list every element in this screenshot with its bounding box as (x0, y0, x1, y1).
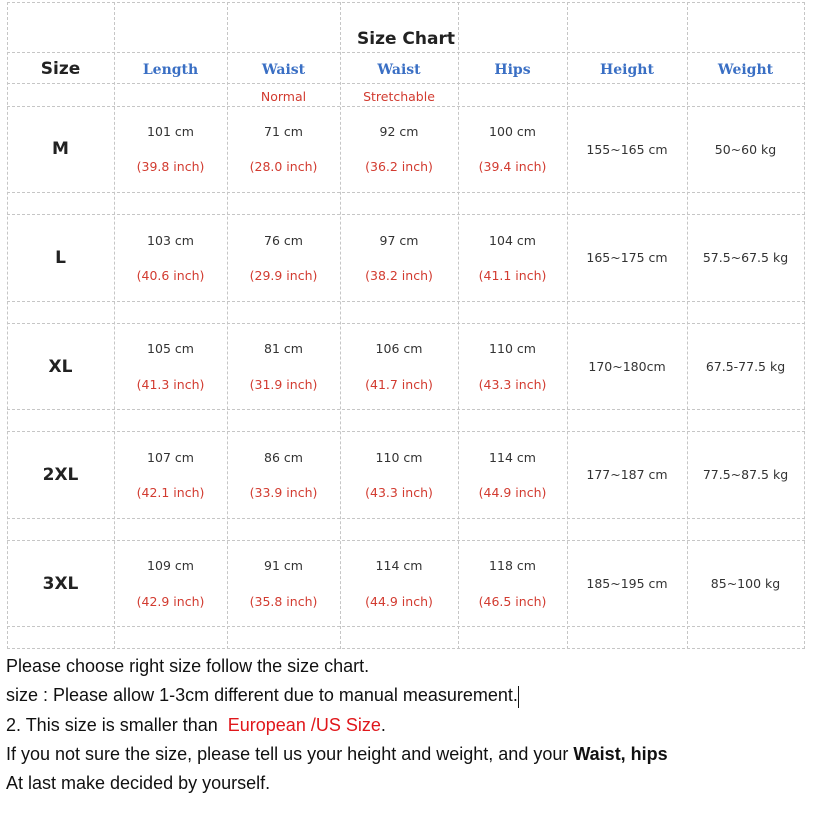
size-column-header: Size (40, 59, 81, 79)
length-inch-value: (39.8 inch) (136, 159, 205, 174)
waist-stretch-cm-value: 97 cm (379, 233, 419, 248)
length-inch-value: (42.1 inch) (136, 485, 205, 500)
note-line-1: Please choose right size follow the size chart. (6, 656, 370, 676)
hips-cm-value: 104 cm (489, 233, 536, 248)
weight-column-header: Weight (717, 62, 774, 78)
grid-line (7, 192, 805, 193)
hips-cm-value: 110 cm (489, 341, 536, 356)
grid-line (7, 214, 805, 215)
size-notes (6, 652, 811, 798)
hips-inch-value: (43.3 inch) (478, 377, 547, 392)
grid-line (7, 83, 805, 84)
length-cm-value: 109 cm (147, 558, 194, 573)
weight-value: 67.5-77.5 kg (705, 359, 786, 374)
note-line-5: At last make decided by yourself. (6, 773, 271, 794)
waist-stretch-subheader: Stretchable (363, 89, 435, 104)
waist-stretch-inch-value: (43.3 inch) (365, 485, 433, 500)
weight-value: 57.5~67.5 kg (702, 250, 789, 265)
hips-inch-value: (46.5 inch) (478, 594, 547, 609)
grid-line (7, 518, 805, 519)
length-cm-value: 105 cm (147, 341, 194, 356)
size-chart-table (7, 2, 805, 649)
waist-normal-cm-value: 86 cm (264, 450, 303, 465)
grid-line (804, 2, 805, 649)
length-column-header: Length (142, 62, 199, 78)
note-line-3-period: . (380, 714, 386, 735)
weight-value: 50~60 kg (714, 142, 777, 157)
waist-normal-cm-value: 91 cm (264, 558, 303, 573)
grid-line (7, 106, 805, 107)
waist-hips-bold: Waist, hips (573, 743, 668, 764)
waist-stretch-cm-value: 106 cm (375, 341, 423, 356)
waist-stretch-inch-value: (38.2 inch) (365, 268, 433, 283)
waist-normal-inch-value: (28.0 inch) (249, 159, 318, 174)
hips-cm-value: 100 cm (489, 124, 536, 139)
grid-line (7, 323, 805, 324)
hips-cm-value: 114 cm (489, 450, 536, 465)
waist-normal-inch-value: (29.9 inch) (249, 268, 318, 283)
waist-normal-inch-value: (31.9 inch) (249, 377, 318, 392)
height-value: 155~165 cm (586, 142, 668, 157)
length-inch-value: (41.3 inch) (136, 377, 205, 392)
grid-line (7, 409, 805, 410)
waist-stretch-inch-value: (36.2 inch) (365, 159, 433, 174)
grid-line (458, 2, 459, 649)
hips-inch-value: (41.1 inch) (478, 268, 547, 283)
grid-line (7, 52, 805, 53)
length-cm-value: 101 cm (147, 124, 194, 139)
waist-normal-cm-value: 76 cm (264, 233, 303, 248)
waist-stretch-inch-value: (44.9 inch) (365, 594, 433, 609)
note-line-2 (6, 681, 811, 710)
length-inch-value: (42.9 inch) (136, 594, 205, 609)
grid-line (114, 2, 115, 649)
grid-line (7, 2, 805, 3)
chart-title: Size Chart (357, 29, 455, 49)
waist-normal-cm-value: 71 cm (264, 124, 303, 139)
length-cm-value: 103 cm (147, 233, 194, 248)
weight-value: 85~100 kg (710, 576, 781, 591)
text-cursor (518, 686, 519, 708)
length-cm-value: 107 cm (147, 450, 194, 465)
waist-stretch-cm-value: 92 cm (379, 124, 419, 139)
grid-line (567, 2, 568, 649)
grid-line (7, 540, 805, 541)
waist-stretch-cm-value: 114 cm (375, 558, 423, 573)
size-label-l: L (55, 248, 66, 268)
european-us-size-highlight: European /US Size (227, 714, 381, 735)
waist-stretch-column-header: Waist (377, 62, 421, 78)
grid-line (7, 301, 805, 302)
height-value: 185~195 cm (586, 576, 668, 591)
waist-normal-inch-value: (35.8 inch) (249, 594, 318, 609)
grid-line (7, 431, 805, 432)
grid-line (7, 2, 8, 649)
height-value: 170~180cm (588, 359, 666, 374)
size-label-2xl: 2XL (42, 465, 79, 485)
weight-value: 77.5~87.5 kg (702, 467, 789, 482)
grid-line (7, 626, 805, 627)
height-value: 177~187 cm (586, 467, 668, 482)
height-column-header: Height (600, 62, 654, 78)
hips-cm-value: 118 cm (489, 558, 536, 573)
hips-inch-value: (39.4 inch) (478, 159, 547, 174)
note-line-3-text: 2. This size is smaller than (6, 714, 223, 735)
note-line-2-text: size : Please allow 1-3cm different due to manual measurement. (6, 685, 518, 706)
grid-line (687, 2, 688, 649)
waist-normal-cm-value: 81 cm (264, 341, 303, 356)
size-label-xl: XL (48, 357, 73, 377)
size-label-3xl: 3XL (42, 574, 79, 594)
height-value: 165~175 cm (586, 250, 668, 265)
size-label-m: M (52, 139, 69, 159)
hips-column-header: Hips (494, 62, 531, 78)
waist-stretch-inch-value: (41.7 inch) (365, 377, 433, 392)
hips-inch-value: (44.9 inch) (478, 485, 547, 500)
length-inch-value: (40.6 inch) (136, 268, 205, 283)
note-line-4-text: If you not sure the size, please tell us your height and weight, and your (6, 743, 574, 764)
waist-normal-subheader: Normal (260, 89, 307, 104)
waist-normal-inch-value: (33.9 inch) (249, 485, 318, 500)
waist-normal-column-header: Waist (261, 62, 306, 78)
note-line-3 (6, 711, 811, 740)
grid-line (7, 648, 805, 649)
waist-stretch-cm-value: 110 cm (375, 450, 423, 465)
note-line-4 (6, 740, 811, 769)
